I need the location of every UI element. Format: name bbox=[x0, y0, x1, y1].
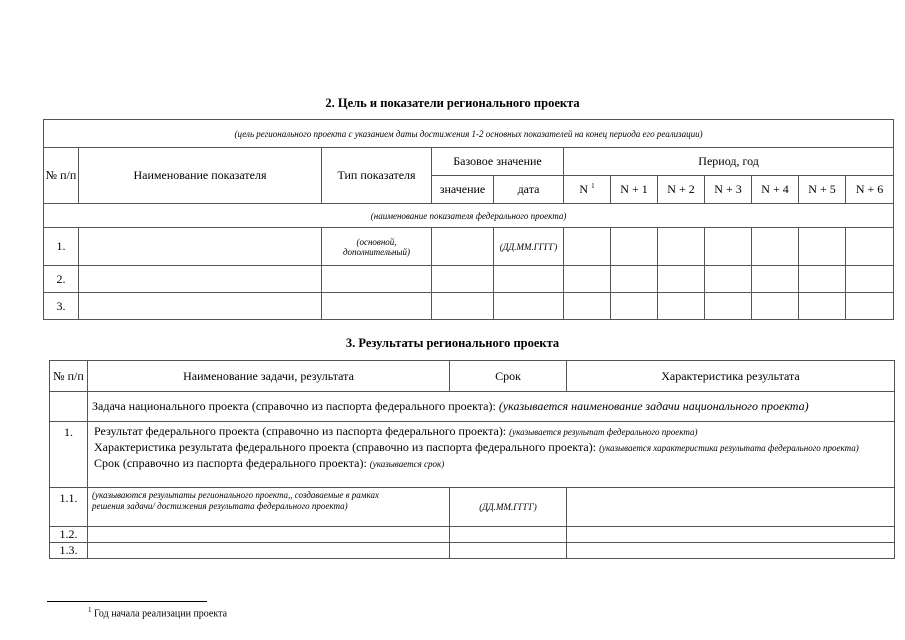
row-num: 1. bbox=[50, 422, 88, 488]
period-n bbox=[564, 176, 611, 204]
table-row bbox=[50, 543, 895, 559]
table-row bbox=[44, 228, 894, 266]
federal-result: Результат федерального проекта (справочно из паспорта федерального проекта): (указывается результат федерального проекта) Характеристика результата федерального проекта (справочно из паспорта федерального проекта): (указывается характеристика результата федерального проекта) Срок (справочно из паспорта федерального проекта): (указывается срок) bbox=[88, 422, 895, 488]
row-num: 3. bbox=[44, 293, 79, 320]
header-task-name: Наименование задачи, результата bbox=[88, 361, 450, 392]
table-row bbox=[50, 527, 895, 543]
row-num: 1.1. bbox=[50, 488, 88, 527]
table-row bbox=[44, 266, 894, 293]
table-row bbox=[44, 293, 894, 320]
footnote-ref: 1 bbox=[591, 182, 595, 190]
period-n-label: N bbox=[579, 182, 589, 196]
header-date: дата bbox=[494, 176, 564, 204]
indicators-table bbox=[43, 119, 894, 320]
row-num: 1. bbox=[44, 228, 79, 266]
indicator-caption: (наименование показателя федерального проекта) bbox=[44, 204, 894, 228]
section-3-title: 3. Результаты регионального проекта bbox=[345, 336, 560, 350]
task-label: Задача национального проекта (справочно из паспорта федерального проекта): bbox=[92, 399, 496, 413]
header-indicator-type: Тип показателя bbox=[322, 148, 432, 204]
header-period: Период, год bbox=[564, 148, 894, 176]
row-num: 1.3. bbox=[50, 543, 88, 559]
indicator-type: (основной, дополнительный) bbox=[322, 228, 432, 266]
header-characteristic: Характеристика результата bbox=[567, 361, 895, 392]
header-value: значение bbox=[432, 176, 494, 204]
period-n1: N + 1 bbox=[611, 176, 658, 204]
result-term: (ДД.ММ.ГГГГ) bbox=[450, 488, 567, 527]
header-num: № п/п bbox=[44, 148, 79, 204]
period-n5: N + 5 bbox=[799, 176, 846, 204]
base-date: (ДД.ММ.ГГГГ) bbox=[494, 228, 564, 266]
footnote-text: Год начала реализации проекта bbox=[94, 608, 228, 620]
footnote-number: 1 bbox=[88, 606, 92, 614]
footnote bbox=[88, 606, 227, 619]
header-term: Срок bbox=[450, 361, 567, 392]
row-num: 2. bbox=[44, 266, 79, 293]
national-task bbox=[88, 392, 895, 422]
section-2-title: 2. Цель и показатели регионального проекта bbox=[325, 96, 580, 110]
row-num: 1.2. bbox=[50, 527, 88, 543]
goal-caption: (цель регионального проекта с указанием даты достижения 1-2 основных показателей на конец периода его реализации) bbox=[44, 120, 894, 148]
regional-result: (указываются результаты регионального проекта,, создаваемые в рамках решения задачи/ достижения результата федерального проекта) bbox=[88, 488, 450, 527]
task-hint: (указывается наименование задачи национального проекта) bbox=[498, 399, 809, 413]
footnote-separator bbox=[47, 601, 207, 602]
table-row bbox=[50, 488, 895, 527]
period-n4: N + 4 bbox=[752, 176, 799, 204]
header-base-value: Базовое значение bbox=[432, 148, 564, 176]
period-n3: N + 3 bbox=[705, 176, 752, 204]
header-indicator-name: Наименование показателя bbox=[79, 148, 322, 204]
period-n2: N + 2 bbox=[658, 176, 705, 204]
period-n6: N + 6 bbox=[846, 176, 894, 204]
results-table bbox=[49, 360, 895, 559]
header-num: № п/п bbox=[50, 361, 88, 392]
